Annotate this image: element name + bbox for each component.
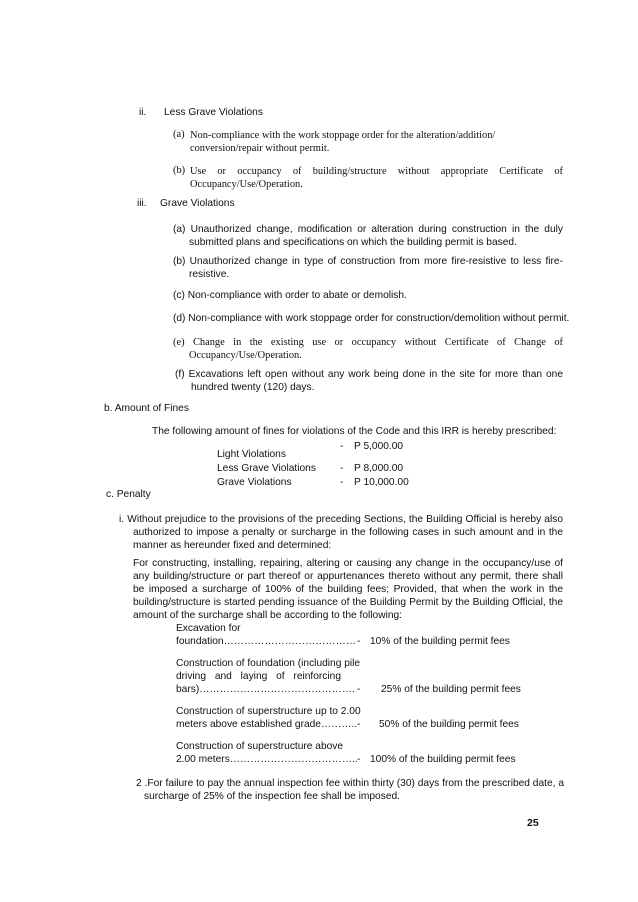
surcharge-4-dash: - — [357, 754, 361, 765]
surcharge-4-value: 100% of the building permit fees — [370, 754, 516, 765]
surcharge-3-value: 50% of the building permit fees — [379, 719, 519, 730]
grave-item-a: (a) Unauthorized change, modification or alteration during construction in the duly submitted plans and specifications on which the building permit is based. — [173, 224, 563, 248]
grave-item-e: (e) Change in the existing use or occupancy without Certificate of Change of Occupancy/Use/Operation. — [173, 337, 563, 361]
fine-label: Less Grave Violations — [217, 463, 316, 474]
surcharge-2-line1: Construction of foundation (including pile — [176, 658, 361, 669]
surcharge-1-line1: Excavation for — [176, 623, 241, 634]
amount-of-fines-intro: The following amount of fines for violations of the Code and this IRR is hereby prescribed: — [152, 426, 557, 437]
grave-item-d: (d) Non-compliance with work stoppage order for construction/demolition without permit. — [173, 313, 570, 324]
penalty-item-2: 2 .For failure to pay the annual inspection fee within thirty (30) days from the prescribed date, a surcharge of 25% of the inspection fee shall be imposed. — [136, 778, 564, 802]
surcharge-3-dash: - — [357, 719, 361, 730]
amount-of-fines-heading: b. Amount of Fines — [104, 403, 189, 414]
fine-amount: P 5,000.00 — [354, 441, 404, 452]
less-grave-item-b-prefix: (b) — [173, 165, 186, 176]
less-grave-item-a-text: Non-compliance with the work stoppage order for the alteration/addition/ conversion/repair without permit. — [190, 130, 496, 154]
grave-heading-label: Grave Violations — [160, 198, 235, 209]
grave-item-c: (c) Non-compliance with order to abate or demolish. — [173, 290, 407, 301]
surcharge-4-line1: Construction of superstructure above — [176, 741, 344, 752]
less-grave-item-a-prefix: (a) — [173, 129, 185, 140]
surcharge-4-line2: 2.00 meters……………………………….. — [176, 754, 358, 765]
less-grave-heading-number: ii. — [139, 107, 147, 118]
grave-heading-number: iii. — [137, 198, 147, 209]
fine-amount: P 8,000.00 — [354, 463, 404, 474]
fine-dash: - — [340, 463, 344, 474]
less-grave-heading-label: Less Grave Violations — [164, 107, 263, 118]
less-grave-heading — [139, 107, 146, 118]
penalty-paragraph: For constructing, installing, repairing, altering or causing any change in the occupancy/use of any building/structure or part thereof or appurtenances thereto without any permit, there shall be imposed a surcharge of 100% of the building fees; Provided, that when the work in the building/structure is started pending issuance of the Building Permit by the Building Official, the amount of the surcharge shall be according to the following: — [133, 558, 563, 621]
fine-dash: - — [340, 441, 344, 452]
fine-label: Light Violations — [217, 449, 286, 460]
less-grave-item-a — [173, 129, 563, 155]
fine-dash: - — [340, 477, 344, 488]
grave-item-b: (b) Unauthorized change in type of construction from more fire-resistive to less fire-resistive. — [173, 256, 563, 280]
surcharge-1-line2: foundation………………………………… — [176, 636, 357, 647]
surcharge-3-line2: meters above established grade……….. — [176, 719, 358, 730]
surcharge-2-value: 25% of the building permit fees — [381, 684, 521, 695]
surcharge-2-dash: - — [357, 684, 361, 695]
less-grave-item-b — [173, 165, 563, 191]
fine-amount: P 10,000.00 — [354, 477, 409, 488]
surcharge-3-line1: Construction of superstructure up to 2.00 — [176, 706, 361, 717]
less-grave-item-b-text: Use or occupancy of building/structure without appropriate Certificate of Occupancy/Use/Operation. — [190, 166, 563, 190]
surcharge-1-dash: - — [357, 636, 361, 647]
surcharge-2-line2: bars)………………………………………. — [176, 684, 355, 695]
penalty-item-i: i. Without prejudice to the provisions of the preceding Sections, the Building Official is hereby also authorized to impose a penalty or surcharge in the following cases in such amount and in the manner as hereunder fixed and determined: — [119, 514, 563, 551]
fine-label: Grave Violations — [217, 477, 292, 488]
grave-item-f: (f) Excavations left open without any work being done in the site for more than one hundred twenty (120) days. — [175, 369, 563, 393]
page-number: 25 — [527, 817, 539, 829]
surcharge-1-value: 10% of the building permit fees — [370, 636, 510, 647]
penalty-heading: c. Penalty — [106, 489, 151, 500]
surcharge-2-line1b: driving and laying of reinforcing — [176, 671, 341, 682]
